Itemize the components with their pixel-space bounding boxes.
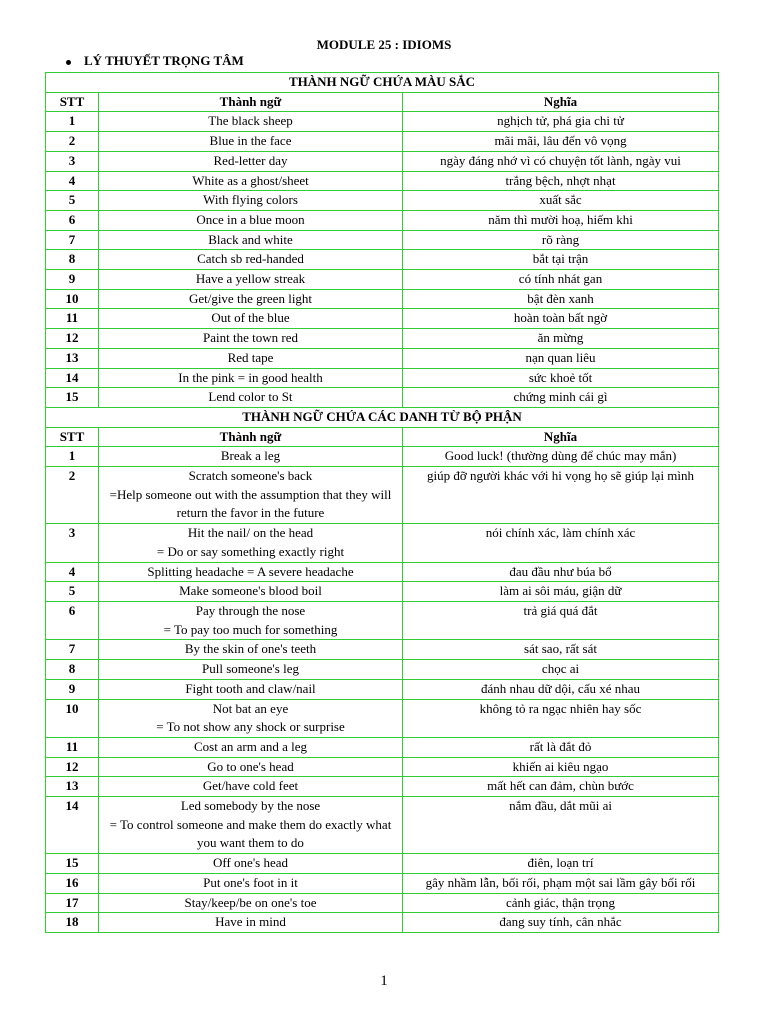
- table-row: [46, 447, 719, 467]
- idiom-cell: Hit the nail/ on the head = Do or say something exactly right: [99, 524, 403, 562]
- meaning-cell: mãi mãi, lâu đến vô vọng: [403, 132, 719, 152]
- meaning-cell: chọc ai: [403, 660, 719, 680]
- meaning-cell: nắm đầu, dắt mũi ai: [403, 797, 719, 854]
- section-title-row: [46, 73, 719, 93]
- row-number: 9: [46, 270, 99, 290]
- section-title: THÀNH NGỮ CHỨA CÁC DANH TỪ BỘ PHẬN: [46, 407, 719, 427]
- idiom-cell: Get/give the green light: [99, 289, 403, 309]
- row-number: 6: [46, 210, 99, 230]
- meaning-cell: sức khoẻ tốt: [403, 368, 719, 388]
- header-idiom: Thành ngữ: [99, 92, 403, 112]
- table-row: [46, 660, 719, 680]
- row-number: 12: [46, 757, 99, 777]
- meaning-cell: mất hết can đảm, chùn bước: [403, 777, 719, 797]
- row-number: 15: [46, 388, 99, 408]
- meaning-cell: giúp đỡ người khác với hi vọng họ sẽ giúp lại mình: [403, 467, 719, 524]
- table-row: [46, 524, 719, 562]
- meaning-cell: làm ai sôi máu, giận dữ: [403, 582, 719, 602]
- table-row: [46, 797, 719, 854]
- row-number: 8: [46, 250, 99, 270]
- section-bullet-heading: [66, 53, 244, 69]
- meaning-cell: trắng bệch, nhợt nhạt: [403, 171, 719, 191]
- table-row: [46, 388, 719, 408]
- table-row: [46, 893, 719, 913]
- meaning-cell: đánh nhau dữ dội, cấu xé nhau: [403, 679, 719, 699]
- table-row: [46, 151, 719, 171]
- row-number: 14: [46, 368, 99, 388]
- bullet-heading-text: LÝ THUYẾT TRỌNG TÂM: [84, 53, 244, 68]
- meaning-cell: năm thì mười hoạ, hiếm khi: [403, 210, 719, 230]
- idiom-cell: Get/have cold feet: [99, 777, 403, 797]
- idiom-cell: Have a yellow streak: [99, 270, 403, 290]
- row-number: 1: [46, 447, 99, 467]
- header-idiom: Thành ngữ: [99, 427, 403, 447]
- row-number: 5: [46, 191, 99, 211]
- row-number: 5: [46, 582, 99, 602]
- idiom-cell: Off one's head: [99, 854, 403, 874]
- meaning-cell: chứng minh cái gì: [403, 388, 719, 408]
- row-number: 11: [46, 737, 99, 757]
- idiom-cell: Stay/keep/be on one's toe: [99, 893, 403, 913]
- meaning-cell: rõ ràng: [403, 230, 719, 250]
- meaning-cell: sát sao, rất sát: [403, 640, 719, 660]
- row-number: 15: [46, 854, 99, 874]
- table-row: [46, 210, 719, 230]
- meaning-cell: bắt tại trận: [403, 250, 719, 270]
- idiom-cell: Blue in the face: [99, 132, 403, 152]
- table-row: [46, 112, 719, 132]
- column-header-row: [46, 427, 719, 447]
- table-row: [46, 270, 719, 290]
- table-row: [46, 777, 719, 797]
- table-row: [46, 191, 719, 211]
- table-row: [46, 757, 719, 777]
- row-number: 6: [46, 601, 99, 639]
- header-meaning: Nghĩa: [403, 92, 719, 112]
- meaning-cell: không tỏ ra ngạc nhiên hay sốc: [403, 699, 719, 737]
- idiom-cell: Paint the town red: [99, 329, 403, 349]
- idiom-cell: Pull someone's leg: [99, 660, 403, 680]
- meaning-cell: điên, loạn trí: [403, 854, 719, 874]
- table-row: [46, 230, 719, 250]
- row-number: 13: [46, 348, 99, 368]
- idiom-cell: Red-letter day: [99, 151, 403, 171]
- meaning-cell: hoàn toàn bất ngờ: [403, 309, 719, 329]
- table-row: [46, 699, 719, 737]
- row-number: 4: [46, 171, 99, 191]
- row-number: 16: [46, 873, 99, 893]
- idiom-cell: Catch sb red-handed: [99, 250, 403, 270]
- meaning-cell: có tính nhát gan: [403, 270, 719, 290]
- row-number: 7: [46, 230, 99, 250]
- idiom-cell: With flying colors: [99, 191, 403, 211]
- idiom-cell: Black and white: [99, 230, 403, 250]
- idiom-cell: Fight tooth and claw/nail: [99, 679, 403, 699]
- row-number: 17: [46, 893, 99, 913]
- table-row: [46, 348, 719, 368]
- table-row: [46, 171, 719, 191]
- idioms-table: [45, 72, 719, 933]
- row-number: 2: [46, 132, 99, 152]
- meaning-cell: đang suy tính, cân nhắc: [403, 913, 719, 933]
- row-number: 2: [46, 467, 99, 524]
- meaning-cell: Good luck! (thường dùng để chúc may mắn): [403, 447, 719, 467]
- table-row: [46, 873, 719, 893]
- idiom-cell: Out of the blue: [99, 309, 403, 329]
- section-title: THÀNH NGỮ CHỨA MÀU SẮC: [46, 73, 719, 93]
- idiom-cell: White as a ghost/sheet: [99, 171, 403, 191]
- meaning-cell: ăn mừng: [403, 329, 719, 349]
- idiom-cell: By the skin of one's teeth: [99, 640, 403, 660]
- meaning-cell: cảnh giác, thận trọng: [403, 893, 719, 913]
- idiom-cell: Go to one's head: [99, 757, 403, 777]
- document-title: MODULE 25 : IDIOMS: [316, 37, 452, 52]
- idiom-cell: Splitting headache = A severe headache: [99, 562, 403, 582]
- idiom-cell: Have in mind: [99, 913, 403, 933]
- row-number: 18: [46, 913, 99, 933]
- row-number: 9: [46, 679, 99, 699]
- idiom-cell: Lend color to St: [99, 388, 403, 408]
- column-header-row: [46, 92, 719, 112]
- table-row: [46, 467, 719, 524]
- table-row: [46, 562, 719, 582]
- header-stt: STT: [46, 92, 99, 112]
- table-row: [46, 913, 719, 933]
- idiom-cell: Red tape: [99, 348, 403, 368]
- meaning-cell: nghịch tử, phá gia chi tử: [403, 112, 719, 132]
- row-number: 4: [46, 562, 99, 582]
- table-row: [46, 582, 719, 602]
- header-stt: STT: [46, 427, 99, 447]
- row-number: 7: [46, 640, 99, 660]
- idiom-cell: Put one's foot in it: [99, 873, 403, 893]
- idioms-table-body: [46, 73, 719, 933]
- table-row: [46, 329, 719, 349]
- row-number: 14: [46, 797, 99, 854]
- idiom-cell: Cost an arm and a leg: [99, 737, 403, 757]
- row-number: 1: [46, 112, 99, 132]
- idiom-cell: Make someone's blood boil: [99, 582, 403, 602]
- meaning-cell: đau đầu như búa bổ: [403, 562, 719, 582]
- row-number: 8: [46, 660, 99, 680]
- row-number: 10: [46, 699, 99, 737]
- row-number: 13: [46, 777, 99, 797]
- row-number: 3: [46, 524, 99, 562]
- row-number: 11: [46, 309, 99, 329]
- table-row: [46, 289, 719, 309]
- table-row: [46, 601, 719, 639]
- page-number: 1: [380, 973, 388, 989]
- table-row: [46, 132, 719, 152]
- header-meaning: Nghĩa: [403, 427, 719, 447]
- table-row: [46, 309, 719, 329]
- section-title-row: [46, 407, 719, 427]
- meaning-cell: rất là đắt đỏ: [403, 737, 719, 757]
- meaning-cell: nạn quan liêu: [403, 348, 719, 368]
- row-number: 3: [46, 151, 99, 171]
- bullet-icon: [66, 60, 71, 65]
- table-row: [46, 854, 719, 874]
- table-row: [46, 250, 719, 270]
- meaning-cell: nói chính xác, làm chính xác: [403, 524, 719, 562]
- idiom-cell: Break a leg: [99, 447, 403, 467]
- idiom-cell: Pay through the nose = To pay too much for something: [99, 601, 403, 639]
- table-row: [46, 737, 719, 757]
- meaning-cell: khiến ai kiêu ngạo: [403, 757, 719, 777]
- idiom-cell: The black sheep: [99, 112, 403, 132]
- meaning-cell: gây nhầm lẫn, bối rối, phạm một sai lầm gây bối rối: [403, 873, 719, 893]
- idiom-cell: Scratch someone's back =Help someone out with the assumption that they will return the favor in the future: [99, 467, 403, 524]
- meaning-cell: xuất sắc: [403, 191, 719, 211]
- row-number: 10: [46, 289, 99, 309]
- table-row: [46, 368, 719, 388]
- row-number: 12: [46, 329, 99, 349]
- table-row: [46, 640, 719, 660]
- idiom-cell: Not bat an eye = To not show any shock or surprise: [99, 699, 403, 737]
- meaning-cell: trả giá quá đắt: [403, 601, 719, 639]
- idiom-cell: Led somebody by the nose = To control someone and make them do exactly what you want them to do: [99, 797, 403, 854]
- meaning-cell: ngày đáng nhớ vì có chuyện tốt lành, ngày vui: [403, 151, 719, 171]
- meaning-cell: bật đèn xanh: [403, 289, 719, 309]
- idiom-cell: In the pink = in good health: [99, 368, 403, 388]
- idiom-cell: Once in a blue moon: [99, 210, 403, 230]
- table-row: [46, 679, 719, 699]
